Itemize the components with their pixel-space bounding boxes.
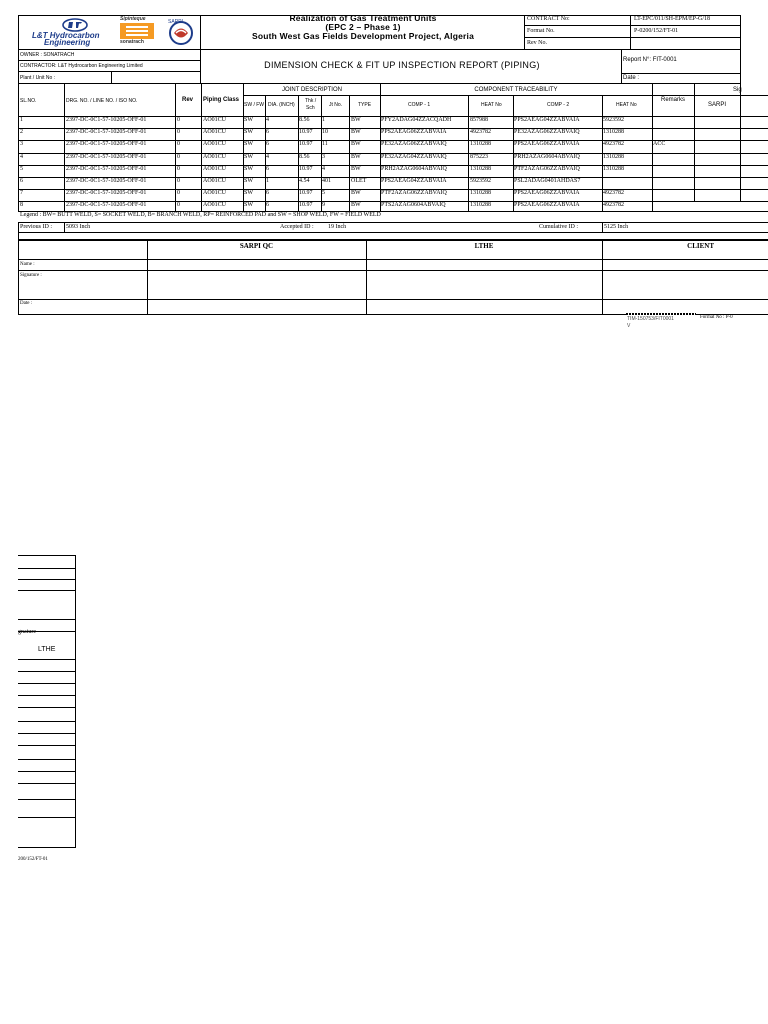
footer-doc-code-v: V xyxy=(627,323,631,329)
accepted-id-value: 19 Inch xyxy=(328,224,347,230)
sarpi-emblem-icon xyxy=(164,18,198,46)
col-rev: Rev xyxy=(182,97,194,103)
cell-type: BW xyxy=(351,166,361,172)
cell-comp2: PPS2AEAG04ZZABVAIA xyxy=(514,117,580,123)
cell-jt-no: 9 xyxy=(322,202,325,208)
joint-description-header: JOINT DESCRIPTION xyxy=(282,87,342,93)
overflow-signature-label: gnature xyxy=(18,629,36,635)
project-title xyxy=(202,14,524,41)
cumulative-id-value: 5125 Inch xyxy=(604,224,629,230)
col-remarks: Remarks xyxy=(661,97,686,103)
cell-sw-fw: SW xyxy=(244,190,253,196)
cell-heat1: 1310288 xyxy=(470,202,491,208)
col-heat2: HEAT No xyxy=(616,102,637,108)
cell-comp1: PPS2AEAG06ZZABVAIA xyxy=(381,129,447,135)
cell-drg-no: 2397-DC-0C1-57-10205-OFF-01 xyxy=(66,178,147,184)
cell-rev: 0 xyxy=(177,141,180,147)
col-sl-no: SL.NO. xyxy=(20,98,37,104)
cell-heat2: 4923782 xyxy=(603,141,624,147)
cell-jt-no: 1 xyxy=(322,117,325,123)
signoff-table xyxy=(18,240,768,316)
cell-type: BW xyxy=(351,129,361,135)
cell-jt-no: 4 xyxy=(322,166,325,172)
col-thk-line1: Thk / xyxy=(305,98,317,104)
cell-type: BW xyxy=(351,190,361,196)
cell-heat2: 4923782 xyxy=(603,202,624,208)
signoff-name-label: Name : xyxy=(20,262,35,267)
cell-drg-no: 2397-DC-0C1-57-10205-OFF-01 xyxy=(66,141,147,147)
previous-id-value: 5093 Inch xyxy=(66,224,91,230)
cell-sl-no: 2 xyxy=(20,129,23,135)
report-date-label: Date : xyxy=(623,75,640,81)
legend-text: Legend : BW= BUTT WELD, S= SOCKET WELD, B= BRANCH WELD, RP= REINFORCED PAD and SW = SHOP WELD, FW = FIELD WELD xyxy=(20,212,381,218)
cell-thk: 4.54 xyxy=(299,178,310,184)
sonatrach-name: sonatrach xyxy=(120,39,144,45)
sarpi-logo xyxy=(164,18,200,46)
col-thk-line2: Sch xyxy=(306,105,315,111)
cell-comp1: PE32AZAG04ZZABVAIQ xyxy=(381,154,447,160)
lt-emblem-icon xyxy=(60,18,90,32)
cell-drg-no: 2397-DC-0C1-57-10205-OFF-01 xyxy=(66,117,147,123)
cell-sw-fw: SW xyxy=(244,178,253,184)
cell-comp1: PFY2ADAG04ZZACQADH xyxy=(381,117,452,123)
cell-heat2: 1310288 xyxy=(603,129,624,135)
cell-sw-fw: SW xyxy=(244,166,253,172)
cell-heat1: 4923782 xyxy=(470,129,491,135)
col-drg-no: DRG. NO. / LINE NO. / ISO NO. xyxy=(66,98,138,104)
cell-comp1: PTS2AZAG0604ABVAIQ xyxy=(381,202,446,208)
cell-jt-no: 10 xyxy=(322,129,328,135)
overflow-strip xyxy=(18,555,76,855)
cell-comp2: PPS2AEAG06ZZABVAIA xyxy=(514,202,580,208)
project-title-line3: South West Gas Fields Development Project, Algeria xyxy=(251,31,475,41)
cell-heat2: 1310288 xyxy=(603,166,624,172)
cell-comp1: PE32AZAG06ZZABVAIQ xyxy=(381,141,447,147)
cell-thk: 10.97 xyxy=(299,190,313,196)
report-number: Report N°: FIT-0001 xyxy=(623,57,677,63)
cumulative-id-label: Cumulative ID : xyxy=(539,224,578,230)
cell-sl-no: 7 xyxy=(20,190,23,196)
col-type: TYPE xyxy=(358,102,372,108)
cell-sl-no: 4 xyxy=(20,154,23,160)
cell-sl-no: 8 xyxy=(20,202,23,208)
col-jt-no: Jt No. xyxy=(329,102,343,108)
accepted-id-label: Accepted ID : xyxy=(280,224,314,230)
contract-value: LT-EPC/011/SH-EPM/EP-G/18 xyxy=(634,16,711,22)
cell-sw-fw: SW xyxy=(244,154,253,160)
cell-thk: 10.97 xyxy=(299,129,313,135)
cell-drg-no: 2397-DC-0C1-57-10205-OFF-01 xyxy=(66,154,147,160)
cell-piping-class: AO01CU xyxy=(203,141,227,147)
cell-comp1: PRH2AZAG0604ABVAIQ xyxy=(381,166,447,172)
cell-sl-no: 5 xyxy=(20,166,23,172)
cell-type: BW xyxy=(351,117,361,123)
col-heat1: HEAT No xyxy=(481,102,502,108)
footer-doc-code: TIM-150753/FIT0001 xyxy=(627,316,674,322)
cell-comp1: PPS2AEAG04ZZABVAIA xyxy=(381,178,447,184)
cell-piping-class: AO01CU xyxy=(203,154,227,160)
col-comp1: COMP - 1 xyxy=(408,102,431,108)
cell-dia: 4 xyxy=(266,154,269,160)
cell-comp1: PTF2AZAG06ZZABVAIQ xyxy=(381,190,447,196)
cell-comp2: PSL2ADAG0401AHDAS7 xyxy=(514,178,581,184)
report-title: DIMENSION CHECK & FIT UP INSPECTION REPORT (PIPING) xyxy=(264,60,540,70)
project-title-line1: Realization of Gas Treatment Units xyxy=(289,13,437,23)
cell-jt-no: 5 xyxy=(322,190,325,196)
cell-sl-no: 6 xyxy=(20,178,23,184)
cell-type: BW xyxy=(351,154,361,160)
cell-remarks: ACC xyxy=(653,141,666,147)
cell-piping-class: AO01CU xyxy=(203,202,227,208)
previous-id-label: Previous ID : xyxy=(20,224,52,230)
lt-logo-line1: L&T Hydrocarbon xyxy=(32,31,100,40)
cell-piping-class: AO01CU xyxy=(203,190,227,196)
col-sw-fw: SW / FW xyxy=(244,102,264,108)
cell-comp2: PRH2AZAG0604ABVAIQ xyxy=(514,154,580,160)
cell-sw-fw: SW xyxy=(244,117,253,123)
component-traceability-header: COMPONENT TRACEABILITY xyxy=(474,87,558,93)
lthe-header: LTHE xyxy=(474,242,494,250)
cell-rev: 0 xyxy=(177,166,180,172)
cell-jt-no: 3 xyxy=(322,154,325,160)
lt-logo-line2: Engineering xyxy=(44,38,91,47)
cell-heat2: 5923592 xyxy=(603,117,624,123)
overflow-lthe-label: LTHE xyxy=(38,646,56,653)
cell-comp2: PE32AZAG06ZZABVAIQ xyxy=(514,129,580,135)
signature-header: Sig xyxy=(733,87,742,93)
summary-row xyxy=(18,222,768,240)
cell-comp2: PPS2AEAG06ZZABVAIA xyxy=(514,141,580,147)
cell-type: BW xyxy=(351,202,361,208)
cell-jt-no: 11 xyxy=(322,141,328,147)
cell-thk: 8.56 xyxy=(299,154,310,160)
cell-piping-class: AO01CU xyxy=(203,129,227,135)
cell-heat1: 5923592 xyxy=(470,178,491,184)
sonatrach-logo xyxy=(118,17,158,47)
format-label: Format No. xyxy=(527,28,555,34)
cell-sw-fw: SW xyxy=(244,202,253,208)
cell-dia: 6 xyxy=(266,141,269,147)
cell-drg-no: 2397-DC-0C1-57-10205-OFF-01 xyxy=(66,166,147,172)
cell-sl-no: 3 xyxy=(20,141,23,147)
cell-heat1: 1310288 xyxy=(470,166,491,172)
overflow-format-tail: 200/152/FT-01 xyxy=(18,857,48,862)
cell-comp2: PPS2AEAG06ZZABVAIA xyxy=(514,190,580,196)
signoff-signature-label: Signature : xyxy=(20,273,42,278)
cell-type: BW xyxy=(351,141,361,147)
plant-unit-label: Plant / Unit No : xyxy=(20,75,56,81)
cell-heat1: 1310288 xyxy=(470,190,491,196)
cell-piping-class: AO01CU xyxy=(203,117,227,123)
footer-format-no: Format No : P-0 xyxy=(700,315,733,320)
owner-text: OWNER : SONATRACH xyxy=(20,52,75,58)
cell-piping-class: AO01CU xyxy=(203,166,227,172)
format-value: P-0200/152/FT-01 xyxy=(634,28,679,34)
contract-label: CONTRACT No: xyxy=(527,16,570,22)
cell-dia: 6 xyxy=(266,166,269,172)
cell-thk: 8.56 xyxy=(299,117,310,123)
cell-rev: 0 xyxy=(177,178,180,184)
col-dia: DIA. (INCH) xyxy=(268,102,295,108)
cell-drg-no: 2397-DC-0C1-57-10205-OFF-01 xyxy=(66,129,147,135)
cell-rev: 0 xyxy=(177,117,180,123)
cell-dia: 6 xyxy=(266,129,269,135)
footer-barcode xyxy=(626,313,696,315)
project-title-line2: (EPC 2 – Phase 1) xyxy=(325,22,401,32)
cell-heat1: 875223 xyxy=(470,154,488,160)
cell-dia: 6 xyxy=(266,190,269,196)
cell-jt-no: 401 xyxy=(322,178,331,184)
cell-type: OLET xyxy=(351,178,367,184)
cell-rev: 0 xyxy=(177,129,180,135)
cell-heat1: 1310288 xyxy=(470,141,491,147)
svg-text:SARPI: SARPI xyxy=(168,19,184,25)
sarpi-qc-header: SARPI QC xyxy=(239,242,274,250)
cell-sw-fw: SW xyxy=(244,129,253,135)
col-comp2: COMP - 2 xyxy=(547,102,570,108)
cell-heat2: 4923782 xyxy=(603,190,624,196)
cell-comp2: PTF2AZAG06ZZABVAIQ xyxy=(514,166,580,172)
cell-thk: 10.97 xyxy=(299,141,313,147)
cell-dia: 4 xyxy=(266,117,269,123)
cell-thk: 10.97 xyxy=(299,166,313,172)
cell-piping-class: AO01CU xyxy=(203,178,227,184)
cell-dia: 1 xyxy=(266,178,269,184)
cell-rev: 0 xyxy=(177,190,180,196)
rev-label: Rev No. xyxy=(527,40,547,46)
client-header: CLIENT xyxy=(687,242,714,250)
cell-thk: 10.97 xyxy=(299,202,313,208)
cell-rev: 0 xyxy=(177,202,180,208)
cell-drg-no: 2397-DC-0C1-57-10205-OFF-01 xyxy=(66,202,147,208)
cell-sw-fw: SW xyxy=(244,141,253,147)
cell-dia: 6 xyxy=(266,202,269,208)
cell-heat1: 857988 xyxy=(470,117,488,123)
contractor-text: CONTRACTOR: L&T Hydrocarbon Engineering Limited xyxy=(20,63,143,69)
sonatrach-emblem-icon xyxy=(120,23,154,39)
cell-sl-no: 1 xyxy=(20,117,23,123)
col-sarpi: SARPI xyxy=(708,102,727,108)
cell-heat2: 1310288 xyxy=(603,154,624,160)
sonatrach-small-text: Sipinteque xyxy=(120,16,146,22)
signoff-date-label: Date : xyxy=(20,301,33,306)
cell-drg-no: 2397-DC-0C1-57-10205-OFF-01 xyxy=(66,190,147,196)
col-piping-class: Piping Class xyxy=(203,97,240,103)
cell-rev: 0 xyxy=(177,154,180,160)
lt-hydrocarbon-logo xyxy=(24,18,116,46)
